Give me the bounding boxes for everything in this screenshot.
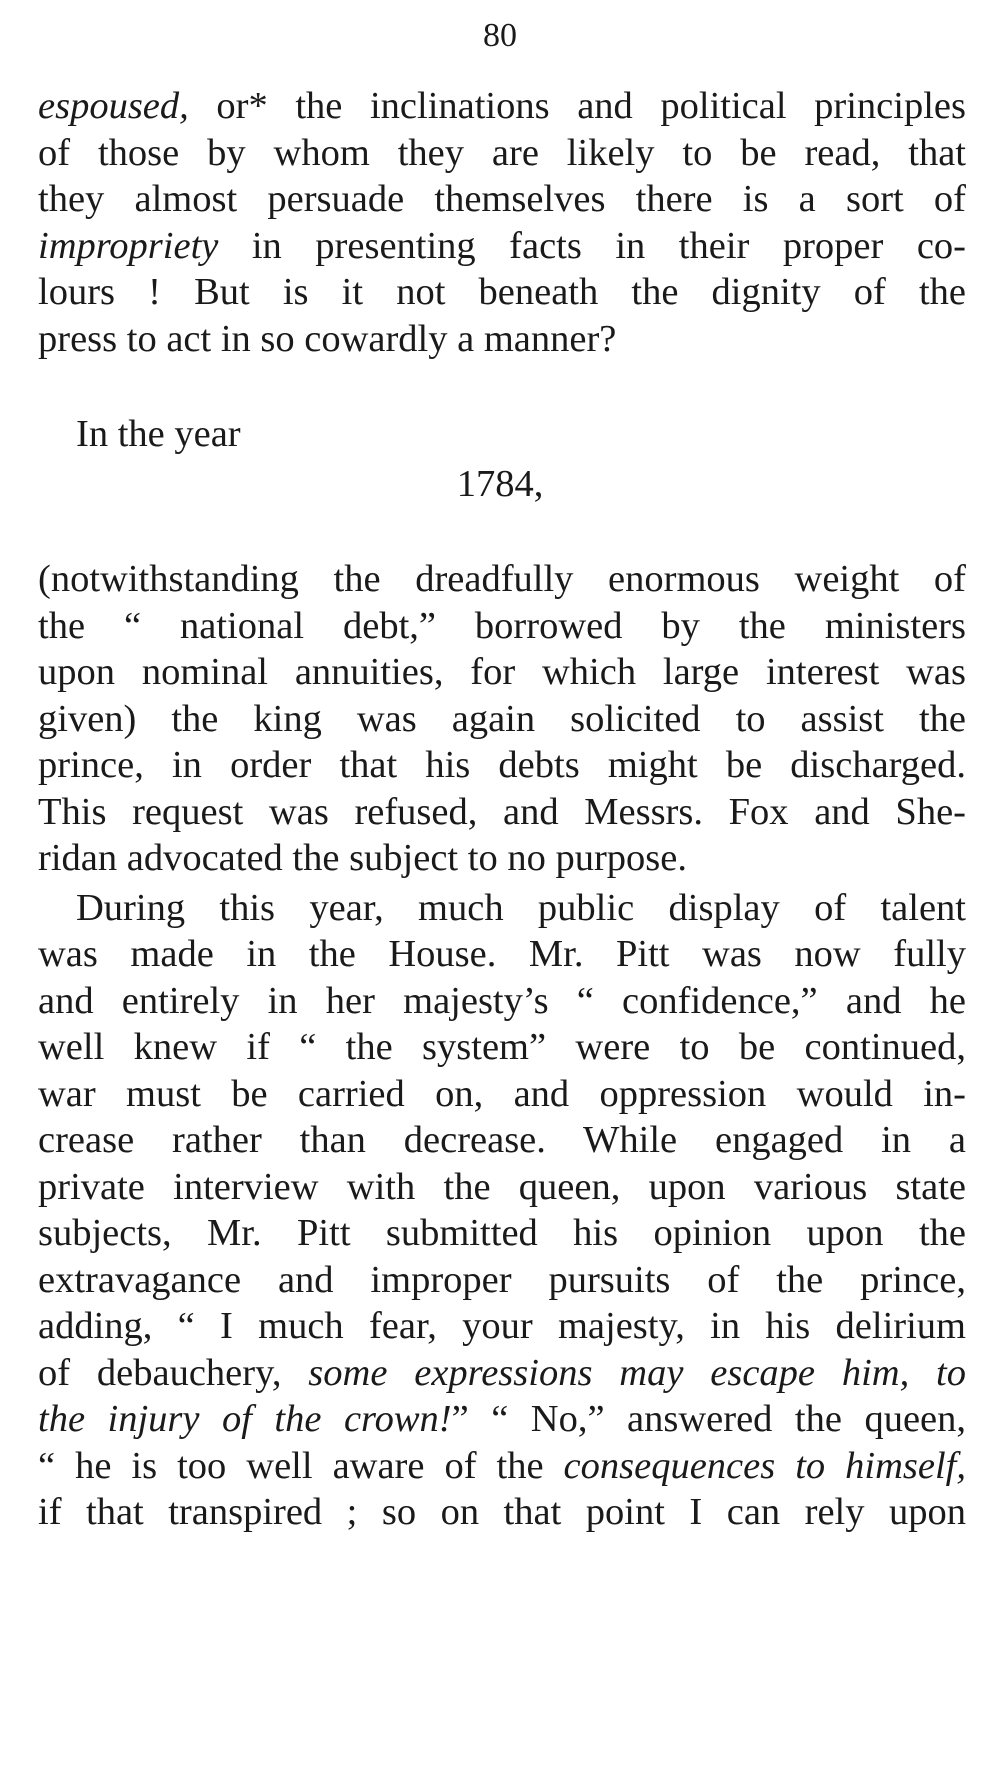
text-line <box>38 80 966 132</box>
text-line <box>38 1161 966 1213</box>
text-run: In the year <box>76 413 241 455</box>
text-run: war must be carried on, and oppression would in- <box>38 1073 966 1115</box>
text-line <box>38 975 966 1027</box>
text-run: ” “ No,” answered the queen, <box>451 1398 966 1440</box>
text-line <box>38 646 966 698</box>
italic-text-run: the injury of the crown! <box>38 1398 452 1440</box>
text-run: given) the king was again solicited to assist the <box>38 698 966 740</box>
text-run: crease rather than decrease. While engaged in a <box>38 1119 966 1161</box>
text-line <box>38 1440 966 1492</box>
text-run: adding, “ I much fear, your majesty, in his delirium <box>38 1305 966 1347</box>
text-run: the “ national debt,” borrowed by the ministers <box>38 605 966 647</box>
text-run: they almost persuade themselves there is a sort of <box>38 178 966 220</box>
text-line <box>38 600 966 652</box>
text-run: prince, in order that his debts might be discharged. <box>38 744 966 786</box>
text-line <box>38 739 966 791</box>
text-line <box>38 1207 966 1259</box>
text-run: of those by whom they are likely to be read, that <box>38 132 966 174</box>
page-number: 80 <box>483 17 517 54</box>
text-line <box>38 127 966 179</box>
text-run: press to act in so cowardly a manner? <box>38 318 617 360</box>
text-run: This request was refused, and Messrs. Fox and She- <box>38 791 966 833</box>
text-line <box>38 173 966 225</box>
text-run: of debauchery, <box>38 1352 309 1394</box>
text-line <box>38 693 966 745</box>
text-run: “ he is too well aware of the <box>38 1445 564 1487</box>
text-line <box>38 1300 966 1352</box>
text-line <box>38 313 966 365</box>
italic-text-run: impropriety <box>38 225 219 267</box>
text-line <box>76 408 966 460</box>
text-line <box>38 266 966 318</box>
text-run: and entirely in her majesty’s “ confidence,” and he <box>38 980 966 1022</box>
text-run: extravagance and improper pursuits of the prince, <box>38 1259 966 1301</box>
text-run: in presenting facts in their proper co- <box>218 225 966 267</box>
text-run: (notwithstanding the dreadfully enormous weight of <box>38 558 966 600</box>
text-line <box>38 928 966 980</box>
text-line <box>38 553 966 605</box>
text-line <box>38 1347 966 1399</box>
text-run: lours ! But is it not beneath the dignity of the <box>38 271 966 313</box>
text-run: or* the inclinations and political principles <box>188 85 966 127</box>
text-run: if that transpired ; so on that point I can rely upon <box>38 1491 966 1533</box>
text-run: was made in the House. Mr. Pitt was now fully <box>38 933 966 975</box>
text-line <box>76 882 966 934</box>
text-line <box>38 1068 966 1120</box>
text-run: During this year, much public display of talent <box>76 887 966 929</box>
text-line <box>38 1393 966 1445</box>
text-run: well knew if “ the system” were to be continued, <box>38 1026 966 1068</box>
text-line <box>38 1486 966 1538</box>
text-run: private interview with the queen, upon various state <box>38 1166 966 1208</box>
text-line <box>38 1114 966 1166</box>
text-run: ridan advocated the subject to no purpose. <box>38 837 687 879</box>
text-run: subjects, Mr. Pitt submitted his opinion upon the <box>38 1212 966 1254</box>
italic-text-run: espoused, <box>38 85 189 127</box>
year-heading: 1784, <box>456 463 544 505</box>
italic-text-run: some expressions may escape him, to <box>308 1352 966 1394</box>
text-line <box>38 1021 966 1073</box>
text-line <box>38 220 966 272</box>
text-line <box>38 832 966 884</box>
italic-text-run: consequences to himself, <box>563 1445 966 1487</box>
text-line <box>38 1254 966 1306</box>
text-run: upon nominal annuities, for which large interest was <box>38 651 966 693</box>
text-line <box>38 786 966 838</box>
